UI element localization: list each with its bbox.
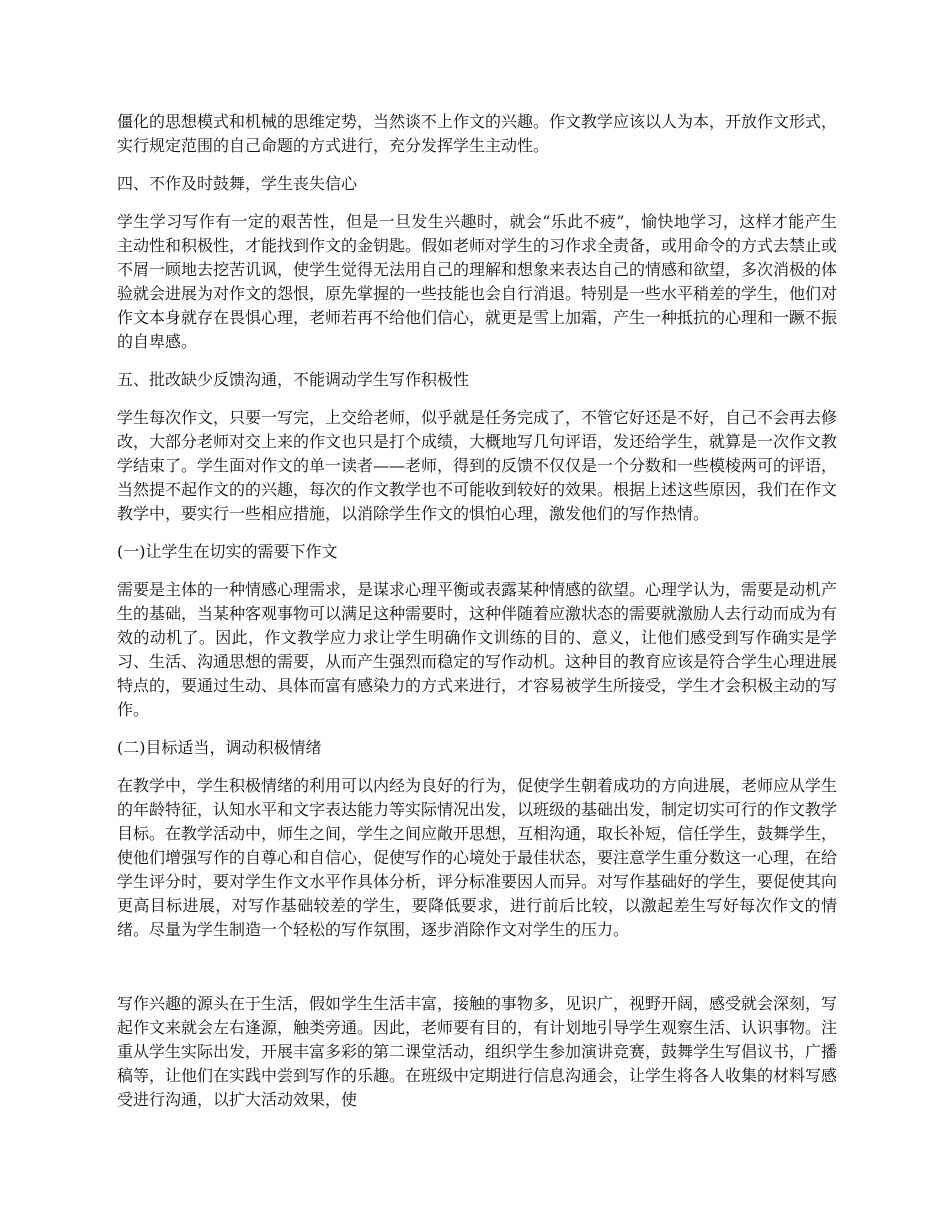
paragraph-section-5: 学生每次作文，只要一写完，上交给老师，似乎就是任务完成了，不管它好还是不好，自己不会再去修改，大部分老师对交上来的作文也只是打个成绩，大概地写几句评语，发还给学生，就算是一次作文教学结束了。学生面对作文的单一读者——老师，得到的反馈不仅仅是一个分数和一些模棱两可的评语，当然提不起作文的的兴趣，每次的作文教学也不可能收到较好的效果。根据上述这些原因，我们在作文教学中，要实行一些相应措施，以消除学生作文的惧怕心理，激发他们的写作热情。: [117, 408, 838, 523]
subsection-heading-2: (二)目标适当，调动积极情绪: [117, 738, 322, 757]
paragraph-intro: 僵化的思想模式和机械的思维定势，当然谈不上作文的兴趣。作文教学应该以人为本，开放作文形式，实行规定范围的自己命题的方式进行，充分发挥学生主动性。: [117, 112, 838, 155]
document-page: [117, 110, 837, 1126]
subsection-heading-1: (一)让学生在切实的需要下作文: [117, 542, 338, 561]
paragraph-subsection-2: 在教学中，学生积极情绪的利用可以内经为良好的行为，促使学生朝着成功的方向进展，老师应从学生的年龄特征，认知水平和文字表达能力等实际情况出发，以班级的基础出发，制定切实可行的作文教学目标。在教学活动中，师生之间，学生之间应敞开思想，互相沟通，取长补短，信任学生，鼓舞学生，使他们增强写作的自尊心和自信心，促使写作的心境处于最佳状态，要注意学生重分数这一心理，在给学生评分时，要对学生作文水平作具体分析，评分标准要因人而异。对写作基础好的学生，要促使其向更高目标进展，对写作基础较差的学生，要降低要求，进行前后比较，以激起差生写好每次作文的情绪。尽量为学生制造一个轻松的写作氛围，逐步消除作文对学生的压力。: [117, 776, 838, 939]
paragraph-section-4: 学生学习写作有一定的艰苦性，但是一旦发生兴趣时，就会“乐此不疲”，愉快地学习，这样才能产生主动性和积极性，才能找到作文的金钥匙。假如老师对学生的习作求全责备，或用命令的方式去禁止或不屑一顾地去挖苦讥讽，使学生觉得无法用自己的理解和想象来表达自己的情感和欲望，多次消极的体验就会进展为对作文的怨恨，原先掌握的一些技能也会自行消退。特别是一些水平稍差的学生，他们对作文本身就存在畏惧心理，老师若再不给他们信心，就更是雪上加霜，产生一种抵抗的心理和一蹶不振的自卑感。: [117, 212, 838, 351]
paragraph-subsection-1: 需要是主体的一种情感心理需求，是谋求心理平衡或表露某种情感的欲望。心理学认为，需要是动机产生的基础，当某种客观事物可以满足这种需要时，这种伴随着应激状态的需要就激励人去行动而成为有效的动机了。因此，作文教学应力求让学生明确作文训练的目的、意义，让他们感受到写作确实是学习、生活、沟通思想的需要，从而产生强烈而稳定的写作动机。这种目的教育应该是符合学生心理进展特点的，要通过生动、具体而富有感染力的方式来进行，才容易被学生所接受，学生才会积极主动的写作。: [117, 580, 838, 719]
paragraph-writing-interest: 写作兴趣的源头在于生活，假如学生生活丰富，接触的事物多，见识广，视野开阔，感受就会深刻，写起作文来就会左右逢源，触类旁通。因此，老师要有目的，有计划地引导学生观察生活、认识事物。注重从学生实际出发，开展丰富多彩的第二课堂活动，组织学生参加演讲竞赛，鼓舞学生写倡议书，广播稿等，让他们在实践中尝到写作的乐趣。在班级中定期进行信息沟通会，让学生将各人收集的材料写感受进行沟通，以扩大活动效果，使: [117, 994, 838, 1109]
section-heading-5: 五、批改缺少反馈沟通，不能调动学生写作积极性: [117, 370, 470, 389]
section-gap: [117, 956, 837, 992]
section-heading-4: 四、不作及时鼓舞，学生丧失信心: [117, 174, 358, 193]
